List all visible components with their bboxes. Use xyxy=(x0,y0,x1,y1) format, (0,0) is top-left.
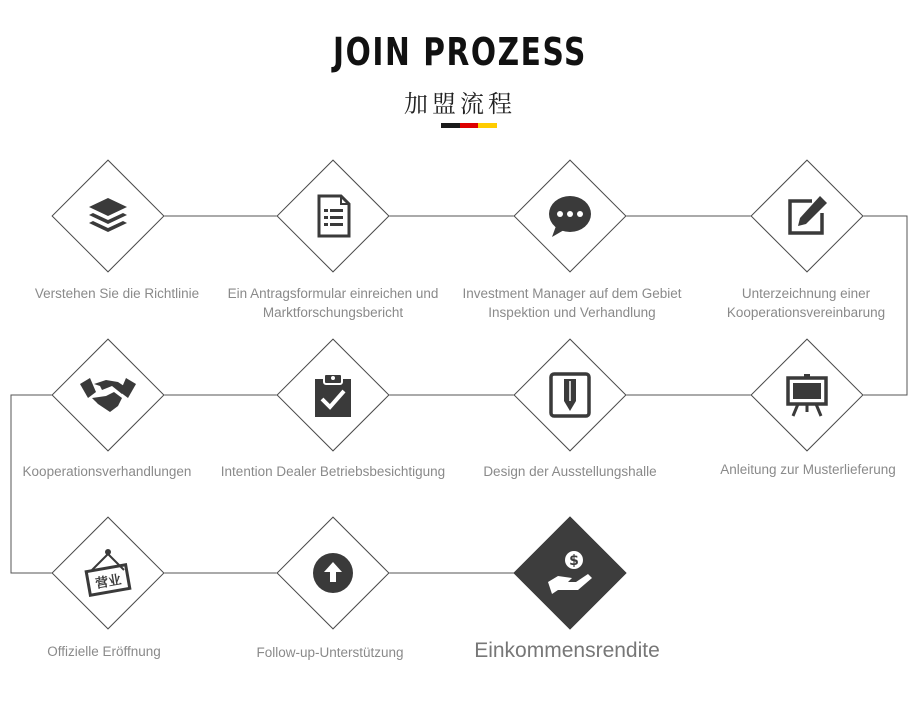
open-sign-icon xyxy=(78,543,138,603)
money-hand-icon xyxy=(540,543,600,603)
step-label-2: Ein Antragsformular einreichen und Marktforschungsbericht xyxy=(227,286,439,320)
handshake-icon xyxy=(78,365,138,425)
step-label-9: Offizielle Eröffnung xyxy=(47,644,161,659)
step-label-8: Kooperationsverhandlungen xyxy=(22,464,192,479)
step-label-4: Unterzeichnung einer Kooperationsvereinbarung xyxy=(726,286,886,320)
step-label-6: Design der Ausstellungshalle xyxy=(483,464,657,479)
sign-edit-icon xyxy=(777,186,837,246)
step-label-5: Anleitung zur Musterlieferung xyxy=(720,462,896,477)
layers-icon xyxy=(78,186,138,246)
easel-board-icon xyxy=(777,365,837,425)
page-subtitle: 加盟流程 xyxy=(404,90,516,118)
step-label-7: Intention Dealer Betriebsbesichtigung xyxy=(220,464,446,479)
design-pen-icon xyxy=(540,365,600,425)
open-sign-text: 营业 xyxy=(94,572,123,593)
svg-text:$: $ xyxy=(569,553,579,569)
step-label-10: Follow-up-Unterstützung xyxy=(256,645,404,660)
chat-bubble-icon xyxy=(540,186,600,246)
document-icon xyxy=(303,186,363,246)
clipboard-check-icon xyxy=(303,365,363,425)
step-label-3: Investment Manager auf dem Gebiet Inspektion und Verhandlung xyxy=(462,286,682,320)
page-title: JOIN PROZESS xyxy=(333,30,587,74)
step-label-1: Verstehen Sie die Richtlinie xyxy=(34,286,200,301)
step-label-11: Einkommensrendite xyxy=(474,639,660,662)
arrow-up-circle-icon xyxy=(303,543,363,603)
